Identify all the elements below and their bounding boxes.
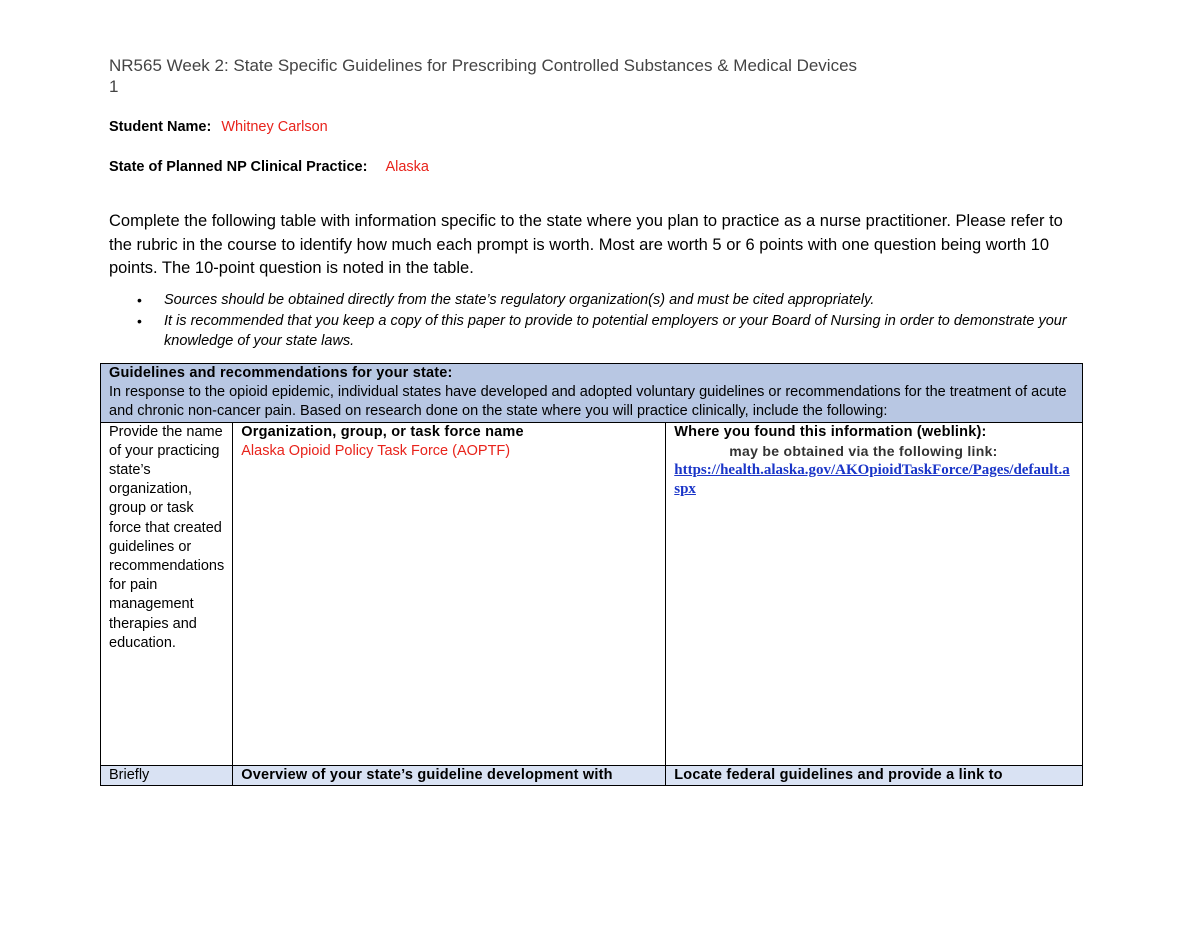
instruction-bullets [133, 290, 1093, 352]
guidelines-table [100, 363, 1083, 786]
row1-col3-header: Where you found this information (weblink): [674, 423, 987, 440]
state-field [109, 158, 429, 176]
table-row [101, 765, 1083, 785]
bullet-icon: • [137, 292, 142, 308]
table-header-row [101, 364, 1083, 423]
student-name-value: Whitney Carlson [221, 119, 328, 135]
row1-organization-cell [233, 422, 666, 765]
bullet-item [133, 311, 1093, 352]
state-label: State of Planned NP Clinical Practice: [109, 159, 368, 175]
bullet-text: It is recommended that you keep a copy of this paper to provide to potential employers or your Board of Nursing in order to demonstrate your knowledge of your state laws. [164, 312, 1067, 349]
row1-link-note: may be obtained via the following link: [729, 442, 998, 459]
row1-weblink-cell [666, 422, 1083, 765]
row1-organization-value: Alaska Opioid Policy Task Force (AOPTF) [241, 442, 511, 459]
student-name-label: Student Name: [109, 119, 212, 135]
document-title: NR565 Week 2: State Specific Guidelines for Prescribing Controlled Substances & Medical Devices [109, 56, 858, 75]
student-name-field [109, 118, 328, 136]
bullet-item [133, 290, 1093, 311]
table-header-text: In response to the opioid epidemic, individual states have developed and adopted voluntary guidelines or recommendations for the treatment of acute and chronic non-cancer pain. Based on research done on the state where you will practice clinically, include the following: [109, 384, 1067, 420]
row2-prompt: Briefly [101, 765, 233, 785]
row2-col3-header: Locate federal guidelines and provide a link to [666, 765, 1083, 785]
intro-paragraph: Complete the following table with information specific to the state where you plan to practice as a nurse practitioner. Please refer to the rubric in the course to identify how much each prompt is worth. Most are worth 5 or 6 points with one question being worth 10 points. The 10-point question is noted in the table. [109, 212, 1063, 277]
row1-col2-header: Organization, group, or task force name [241, 423, 524, 440]
row2-col2-header: Overview of your state’s guideline development with [233, 765, 666, 785]
state-value: Alaska [385, 159, 429, 175]
bullet-icon: • [137, 312, 142, 329]
page-number: 1 [109, 77, 119, 96]
table-row [101, 422, 1083, 765]
opioid-task-force-link[interactable]: https://health.alaska.gov/AKOpioidTaskForce/Pages/default.aspx [674, 462, 1070, 498]
bullet-text: Sources should be obtained directly from the state’s regulatory organization(s) and must be cited appropriately. [164, 292, 875, 308]
row1-prompt: Provide the name of your practicing state’s organization, group or task force that created guidelines or recommendations for pain management therapies and education. [101, 422, 233, 765]
table-header-title: Guidelines and recommendations for your state: [109, 365, 453, 381]
table-header-cell [101, 364, 1083, 423]
